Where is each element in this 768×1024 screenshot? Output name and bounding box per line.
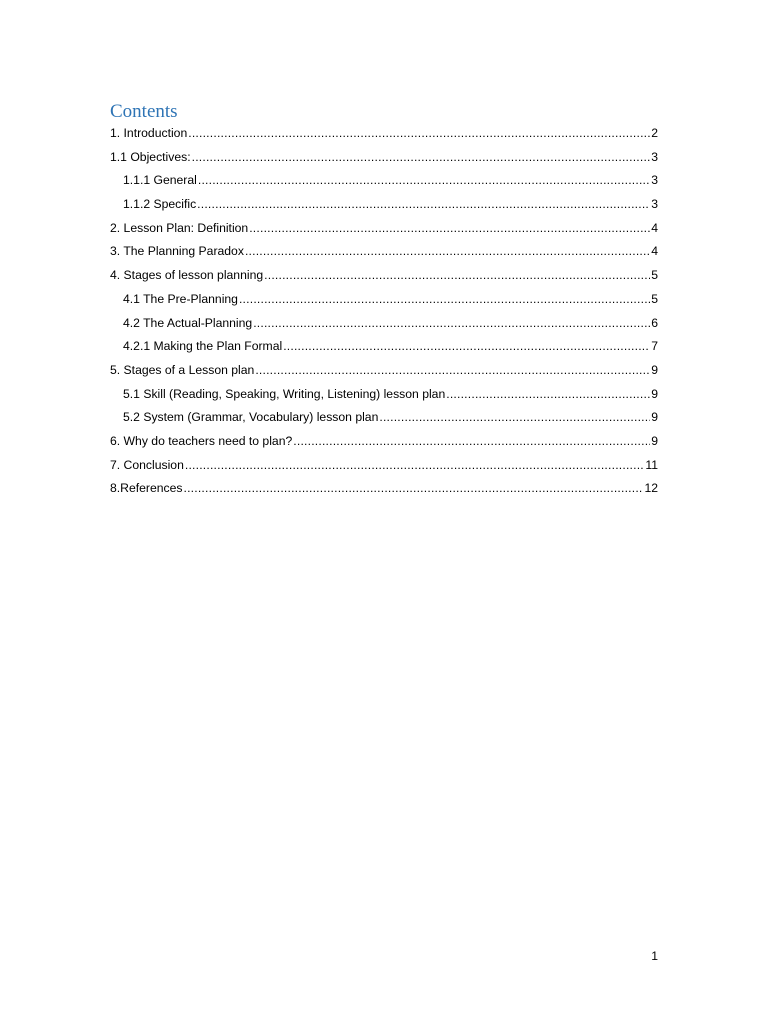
page-number: 1 bbox=[651, 949, 658, 963]
dot-leader bbox=[198, 169, 650, 193]
dot-leader bbox=[197, 193, 650, 217]
toc-entry-label: 4.2 The Actual-Planning bbox=[123, 315, 253, 330]
toc-entry-page: 5 bbox=[651, 291, 658, 306]
dot-leader bbox=[255, 359, 650, 383]
toc-entry-page: 7 bbox=[651, 339, 658, 354]
dot-leader bbox=[245, 240, 650, 264]
dot-leader bbox=[239, 288, 650, 312]
toc-entry-label: 5. Stages of a Lesson plan bbox=[110, 362, 255, 377]
toc-entry-page: 9 bbox=[651, 410, 658, 425]
dot-leader bbox=[192, 146, 651, 170]
dot-leader bbox=[379, 406, 650, 430]
dot-leader bbox=[293, 430, 650, 454]
toc-entry-label: 2. Lesson Plan: Definition bbox=[110, 220, 249, 235]
toc-entry-label: 3. The Planning Paradox bbox=[110, 244, 244, 259]
dot-leader bbox=[264, 264, 650, 288]
toc-entry-page: 4 bbox=[651, 244, 658, 259]
toc-entry-general[interactable] bbox=[110, 169, 658, 193]
toc-entry-label: 1.1 Objectives: bbox=[110, 149, 191, 164]
toc-entry-objectives[interactable] bbox=[110, 146, 658, 170]
toc-entry-page: 9 bbox=[651, 433, 658, 448]
toc-entry-label: 1.1.1 General bbox=[123, 173, 197, 188]
dot-leader bbox=[188, 122, 650, 146]
toc-entry-label: 6. Why do teachers need to plan? bbox=[110, 433, 293, 448]
toc-entry-specific[interactable] bbox=[110, 193, 658, 217]
toc-entry-label: 4. Stages of lesson planning bbox=[110, 268, 264, 283]
toc-entry-pre-planning[interactable] bbox=[110, 288, 658, 312]
toc-entry-system-lesson-plan[interactable] bbox=[110, 406, 658, 430]
toc-entry-label: 4.1 The Pre-Planning bbox=[123, 291, 238, 306]
toc-entry-label: 1.1.2 Specific bbox=[123, 197, 197, 212]
toc-entry-page: 4 bbox=[651, 220, 658, 235]
table-of-contents bbox=[110, 122, 658, 501]
toc-entry-page: 3 bbox=[651, 173, 658, 188]
toc-entry-label: 8.References bbox=[110, 481, 183, 496]
toc-entry-page: 2 bbox=[651, 126, 658, 140]
toc-entry-page: 6 bbox=[651, 315, 658, 330]
toc-entry-making-plan-formal[interactable] bbox=[110, 335, 658, 359]
dot-leader bbox=[249, 217, 650, 241]
toc-entry-stages-of-a-lesson-plan[interactable] bbox=[110, 359, 658, 383]
toc-entry-planning-paradox[interactable] bbox=[110, 240, 658, 264]
toc-entry-why-plan[interactable] bbox=[110, 430, 658, 454]
toc-entry-label: 5.1 Skill (Reading, Speaking, Writing, Listening) lesson plan bbox=[123, 386, 446, 401]
dot-leader bbox=[446, 383, 650, 407]
dot-leader bbox=[283, 335, 650, 359]
toc-entry-page: 11 bbox=[645, 457, 658, 472]
toc-entry-page: 3 bbox=[651, 197, 658, 212]
dot-leader bbox=[184, 477, 644, 501]
toc-entry-conclusion[interactable] bbox=[110, 454, 658, 478]
toc-entry-page: 5 bbox=[651, 268, 658, 283]
toc-entry-label: 5.2 System (Grammar, Vocabulary) lesson plan bbox=[123, 410, 379, 425]
toc-entry-references[interactable] bbox=[110, 477, 658, 501]
toc-entry-page: 3 bbox=[651, 149, 658, 164]
toc-entry-page: 12 bbox=[644, 481, 658, 496]
toc-entry-stages-of-lesson-planning[interactable] bbox=[110, 264, 658, 288]
toc-heading: Contents bbox=[110, 101, 178, 122]
dot-leader bbox=[185, 454, 644, 478]
toc-entry-label: 4.2.1 Making the Plan Formal bbox=[123, 339, 283, 354]
toc-entry-page: 9 bbox=[651, 386, 658, 401]
toc-entry-label: 7. Conclusion bbox=[110, 457, 184, 472]
toc-entry-page: 9 bbox=[651, 362, 658, 377]
toc-entry-actual-planning[interactable] bbox=[110, 312, 658, 336]
toc-entry-skill-lesson-plan[interactable] bbox=[110, 383, 658, 407]
toc-entry-introduction[interactable] bbox=[110, 122, 658, 146]
dot-leader bbox=[253, 312, 650, 336]
toc-entry-lesson-plan-definition[interactable] bbox=[110, 217, 658, 241]
toc-entry-label: 1. Introduction bbox=[110, 126, 188, 140]
